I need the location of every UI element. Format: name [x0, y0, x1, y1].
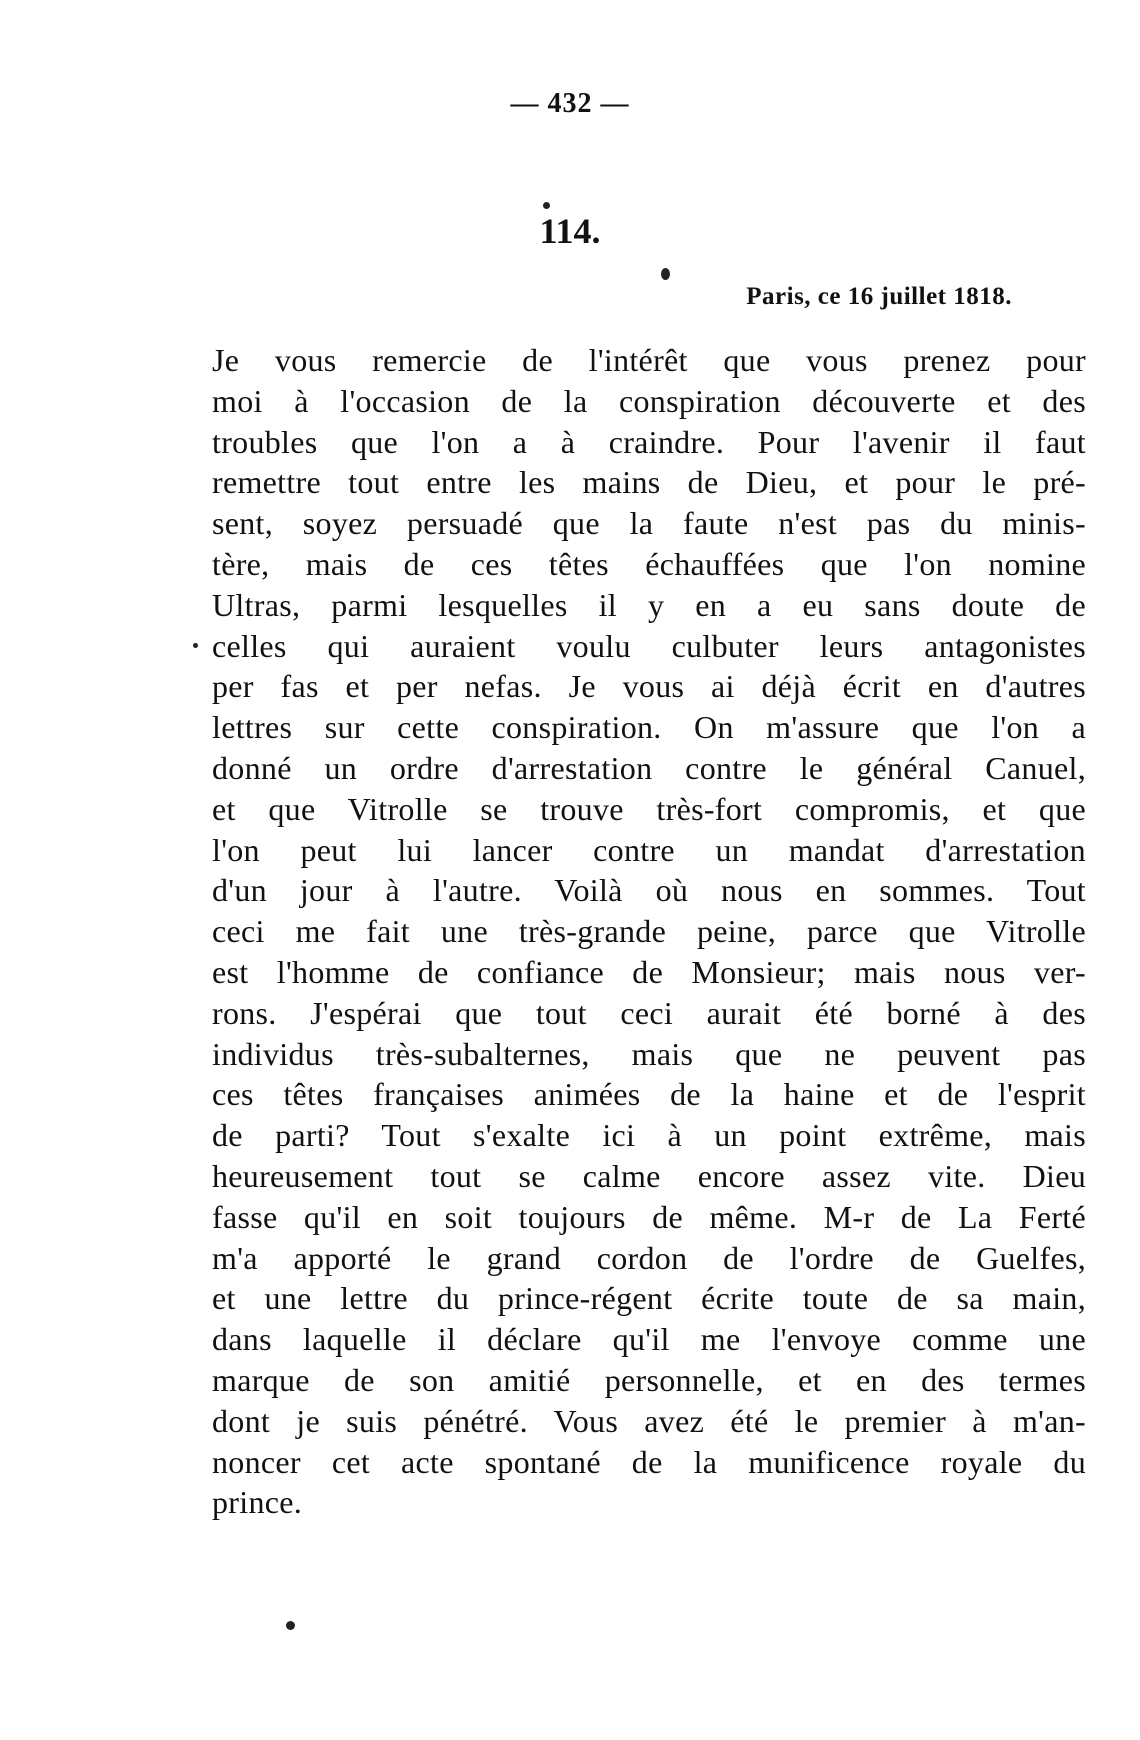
body-line: Ultras, parmi lesquelles il y en a eu sans doute de: [212, 586, 1086, 623]
body-line: moi à l'occasion de la conspiration découverte et des: [212, 382, 1086, 419]
body-line: m'a apporté le grand cordon de l'ordre de Guelfes,: [212, 1239, 1086, 1276]
body-line: celles qui auraient voulu culbuter leurs antagonistes: [212, 627, 1086, 664]
body-line: dans laquelle il déclare qu'il me l'envoye comme une: [212, 1321, 1086, 1358]
body-line: marque de son amitié personnelle, et en des termes: [212, 1361, 1086, 1398]
body-line: sent, soyez persuadé que la faute n'est pas du minis-: [212, 505, 1086, 542]
body-line: l'on peut lui lancer contre un mandat d'arrestation: [212, 831, 1086, 868]
body-line: troubles que l'on a à craindre. Pour l'avenir il faut: [212, 423, 1086, 460]
body-line: dont je suis pénétré. Vous avez été le premier à m'an-: [212, 1402, 1086, 1439]
letter-number: 114.: [539, 211, 601, 251]
body-line: de parti? Tout s'exalte ici à un point extrême, mais: [212, 1117, 1086, 1154]
body-line: donné un ordre d'arrestation contre le général Canuel,: [212, 749, 1086, 786]
body-line: fasse qu'il en soit toujours de même. M-r de La Ferté: [212, 1198, 1086, 1235]
body-line: ceci me fait une très-grande peine, parce que Vitrolle: [212, 913, 1086, 950]
body-line: lettres sur cette conspiration. On m'assure que l'on a: [212, 709, 1086, 746]
body-line: per fas et per nefas. Je vous ai déjà écrit en d'autres: [212, 668, 1086, 705]
body-line: noncer cet acte spontané de la munificence royale du: [212, 1443, 1086, 1480]
dateline: Paris, ce 16 juillet 1818.: [746, 283, 1012, 310]
scan-speck: [193, 643, 198, 648]
body-line: heureusement tout se calme encore assez vite. Dieu: [212, 1157, 1086, 1194]
body-line: remettre tout entre les mains de Dieu, et pour le pré-: [212, 464, 1086, 501]
body-line: d'un jour à l'autre. Voilà où nous en sommes. Tout: [212, 872, 1086, 909]
body-line: ces têtes françaises animées de la haine et de l'esprit: [212, 1076, 1086, 1113]
letter-body: [212, 340, 1086, 1523]
body-line: prince.: [212, 1484, 303, 1521]
page-number: — 432 —: [510, 88, 630, 119]
body-line: et que Vitrolle se trouve très-fort compromis, et que: [212, 790, 1086, 827]
body-line: individus très-subalternes, mais que ne peuvent pas: [212, 1035, 1086, 1072]
scan-speck: [543, 202, 550, 209]
body-line: rons. J'espérai que tout ceci aurait été borné à des: [212, 994, 1086, 1031]
scan-speck: [661, 268, 670, 280]
body-line: tère, mais de ces têtes échauffées que l'on nomine: [212, 545, 1086, 582]
scan-speck: [286, 1621, 295, 1630]
body-line: et une lettre du prince-régent écrite toute de sa main,: [212, 1280, 1086, 1317]
body-line: Je vous remercie de l'intérêt que vous prenez pour: [212, 342, 1086, 378]
body-line: est l'homme de confiance de Monsieur; mais nous ver-: [212, 953, 1086, 990]
